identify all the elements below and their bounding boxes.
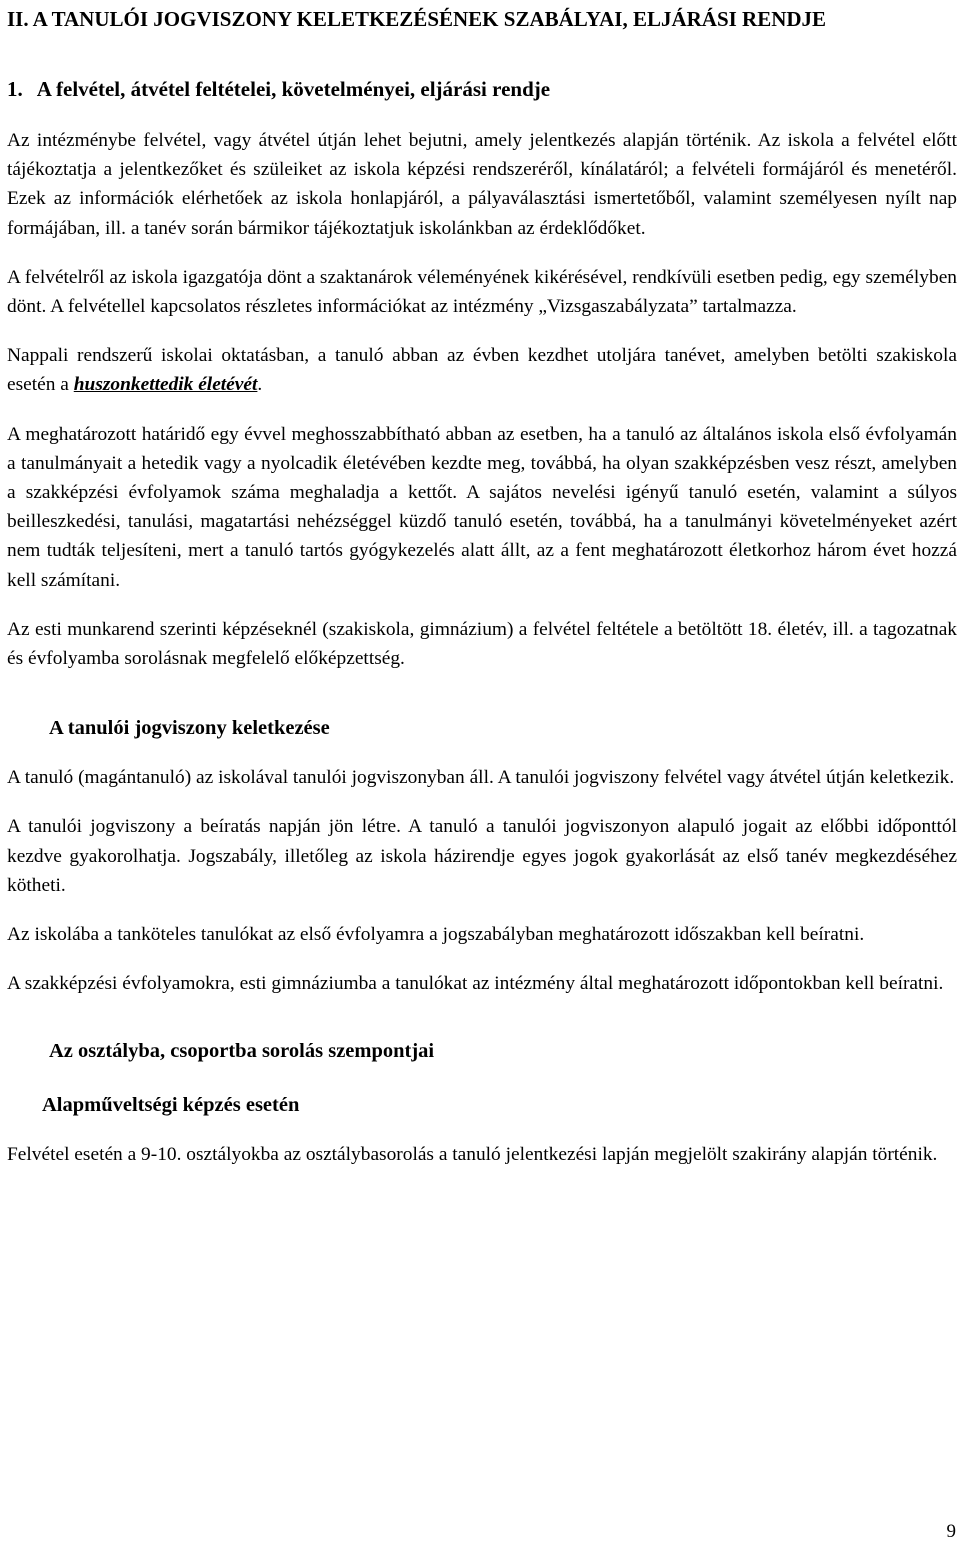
paragraph-age-limit [7,341,957,399]
paragraph-enrollment-date: A tanulói jogviszony a beíratás napján jön létre. A tanuló a tanulói jogviszonyon alapuló jogait az előbbi időponttól kezdve gyakorolhatja. Jogszabály, illetőleg az iskola házirendje egyes jogok gyakorlását az első tanév megkezdéséhez kötheti. [7,816,957,896]
chapter-heading-text: II. A TANULÓI JOGVISZONY KELETKEZÉSÉNEK SZABÁLYAI, ELJÁRÁSI RENDJE [7,7,827,31]
subheading-basic-education: Alapműveltségi képzés esetén [42,1094,300,1117]
paragraph-admission-decision: A felvételről az iskola igazgatója dönt a szaktanárok véleményének kikérésével, rendkívüli esetben pedig, egy személyben dönt. A felvétellel kapcsolatos részletes információkat az intézmény „Vizsgaszabályzata” tartalmazza. [7,266,957,318]
subheading-student-status: A tanulói jogviszony keletkezése [49,717,330,740]
paragraph-vocational-enrollment: A szakképzési évfolyamokra, esti gimnáziumba a tanulókat az intézmény által meghatározott időpontokban kell beíratni. [7,973,944,995]
section-heading [7,74,957,104]
paragraph-student-status: A tanuló (magántanuló) az iskolával tanulói jogviszonyban áll. A tanulói jogviszony felvétel vagy átvétel útján keletkezik. [7,767,955,789]
page-number: 9 [946,1521,956,1542]
paragraph-evening-courses: Az esti munkarend szerinti képzéseknél (szakiskola, gimnázium) a felvétel feltétele a betöltött 18. életév, ill. a tagozatnak és évfolyamba sorolásnak megfelelő előképzettség. [7,618,957,670]
section-number: 1. [7,77,23,101]
subheading-class-grouping: Az osztályba, csoportba sorolás szempontjai [49,1040,435,1063]
paragraph-class-assignment: Felvétel esetén a 9-10. osztályokba az osztálybasorolás a tanuló jelentkezési lapján megjelölt szakirány alapján történik. [7,1144,938,1166]
chapter-heading [7,4,957,34]
emphasized-age: huszonkettedik életévét [73,374,258,396]
paragraph-age-limit-text: Nappali rendszerű iskolai oktatásban, a tanuló abban az évben kezdhet utoljára tanévet, amelyben betölti szakiskola esetén a [7,345,957,396]
document-page [7,4,957,1170]
paragraph-admission-info: Az intézménybe felvétel, vagy átvétel útján lehet bejutni, amely jelentkezés alapján történik. Az iskola a felvétel előtt tájékoztatja a jelentkezőket és szüleiket az iskola képzési rendszeréről, kínálatáról; a felvételi formájáról és menetéről. Ezek az információk elérhetőek az iskola honlapjáról, a pályaválasztási ismertetőből, valamint személyesen nyílt nap formájában, ill. a tanév során bármikor tájékoztatjuk iskolánkban az érdeklődőket. [7,130,957,239]
section-title: A felvétel, átvétel feltételei, követelményei, eljárási rendje [36,77,551,101]
paragraph-age-limit-end: . [257,374,263,396]
paragraph-compulsory-enrollment: Az iskolába a tanköteles tanulókat az első évfolyamra a jogszabályban meghatározott időszakban kell beíratni. [7,924,865,946]
paragraph-deadline-extension: A meghatározott határidő egy évvel meghosszabbítható abban az esetben, ha a tanuló az általános iskola első évfolyamán a tanulmányait a hetedik vagy a nyolcadik életévében kezdte meg, továbbá, ha olyan szakképzésben vesz részt, amelyben a szakképzési évfolyamok száma meghaladja a kettőt. A sajátos nevelési igényű tanuló esetén, valamint a súlyos beilleszkedési, tanulási, magatartási nehézséggel küzdő tanuló esetén, továbbá, ha a tanulmányi követelményeket azért nem tudták teljesíteni, mert a tanuló tartós gyógykezelés alatt állt, az a fent meghatározott életkorhoz három évet hozzá kell számítani. [7,423,957,591]
